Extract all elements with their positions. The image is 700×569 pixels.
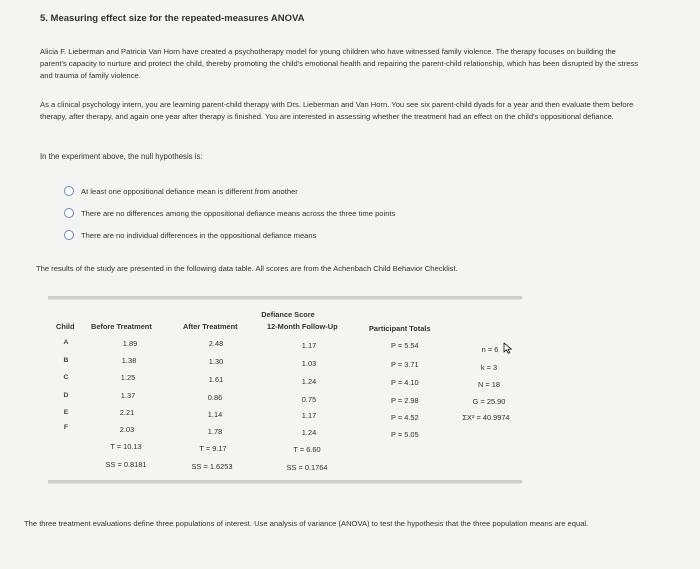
stat-k: k = 3: [480, 363, 498, 372]
option-1[interactable]: [64, 180, 395, 202]
group-header: Defiance Score: [261, 310, 315, 319]
column-total: T = 9.17: [199, 444, 227, 453]
intro-paragraph: Alicia F. Lieberman and Patricia Van Horn have created a psychotherapy model for young children who have witnessed family violence. The therapy focuses on building the parent's capacity to nurture and protect the child, thereby promoting the child's emotional health and repairing the parent-child relationship, which has been disrupted by the stress and trauma of family violence.: [40, 47, 639, 80]
cell-before: 2.21: [119, 408, 135, 417]
cell-followup: 1.03: [301, 359, 317, 368]
cell-before: 1.89: [122, 339, 138, 348]
cell-followup: 1.24: [301, 377, 317, 386]
option-3[interactable]: [64, 224, 395, 246]
col-header-followup: 12-Month Follow-Up: [267, 322, 338, 331]
cell-total: P = 5.05: [391, 430, 419, 439]
cell-followup: 1.17: [301, 411, 317, 420]
column-ss: SS = 0.8181: [105, 460, 147, 469]
question-text: In the experiment above, the null hypothesis is:: [40, 152, 203, 161]
mouse-pointer-icon: [503, 342, 513, 354]
cell-before: 1.38: [121, 356, 137, 365]
column-ss: SS = 0.1764: [286, 463, 328, 472]
cell-after: 2.48: [208, 339, 224, 348]
cell-followup: 1.17: [301, 341, 317, 350]
option-2[interactable]: [64, 202, 395, 224]
option-label: There are no differences among the oppositional defiance means across the three time points: [81, 208, 396, 218]
radio-button[interactable]: [64, 186, 74, 196]
table-top-rule: [48, 296, 522, 300]
cell-total: P = 2.98: [391, 396, 419, 405]
child-label: C: [63, 374, 69, 381]
answer-options: [64, 180, 395, 246]
section-title: 5. Measuring effect size for the repeated-measures ANOVA: [40, 13, 305, 24]
stat-G: G = 25.90: [472, 397, 506, 406]
column-ss: SS = 1.6253: [191, 462, 233, 471]
radio-button[interactable]: [64, 208, 74, 218]
column-total: T = 6.60: [293, 445, 321, 454]
col-header-child: Child: [56, 322, 75, 331]
child-label: A: [63, 339, 69, 346]
table-bottom-rule: [48, 480, 522, 484]
table-intro: The results of the study are presented in the following data table. All scores are from the Achenbach Child Behavior Checklist.: [36, 264, 458, 273]
scenario-paragraph: As a clinical psychology intern, you are learning parent-child therapy with Drs. Lieberman and Van Horn. You see six parent-child dyads for a year and then evaluate them before therapy, after therapy, and again one year after therapy is finished. You are interested in assessing whether the treatment had an effect on the child's oppositional defiance.: [40, 100, 634, 121]
cell-after: 1.61: [208, 375, 224, 384]
stat-N: N = 18: [478, 380, 500, 389]
cell-before: 1.37: [120, 391, 136, 400]
cell-before: 1.25: [120, 373, 136, 382]
cell-total: P = 3.71: [391, 360, 419, 369]
cell-after: 0.86: [207, 393, 223, 402]
child-label: E: [63, 409, 69, 416]
option-label: There are no individual differences in the oppositional defiance means: [81, 230, 317, 240]
col-header-totals: Participant Totals: [369, 324, 431, 333]
stat-sum-x-squared: ΣX² = 40.9974: [462, 413, 510, 422]
child-label: B: [63, 357, 69, 364]
option-label: At least one oppositional defiance mean is different from another: [81, 186, 298, 196]
cell-followup: 1.24: [301, 428, 317, 437]
child-label: D: [63, 392, 69, 399]
child-label: F: [63, 424, 69, 431]
stat-n: n = 6: [481, 345, 499, 354]
column-total: T = 10.13: [110, 442, 142, 451]
cell-total: P = 5.54: [391, 341, 419, 350]
radio-button[interactable]: [64, 230, 74, 240]
cell-total: P = 4.52: [391, 413, 419, 422]
cell-after: 1.14: [207, 410, 223, 419]
cell-after: 1.30: [208, 357, 224, 366]
cell-followup: 0.75: [301, 395, 317, 404]
cell-total: P = 4.10: [391, 378, 419, 387]
closing-paragraph: The three treatment evaluations define three populations of interest. Use analysis of variance (ANOVA) to test the hypothesis that the three population means are equal.: [24, 519, 589, 528]
cell-before: 2.03: [119, 425, 135, 434]
col-header-after: After Treatment: [183, 322, 238, 331]
cell-after: 1.78: [207, 427, 223, 436]
col-header-before: Before Treatment: [91, 322, 152, 331]
